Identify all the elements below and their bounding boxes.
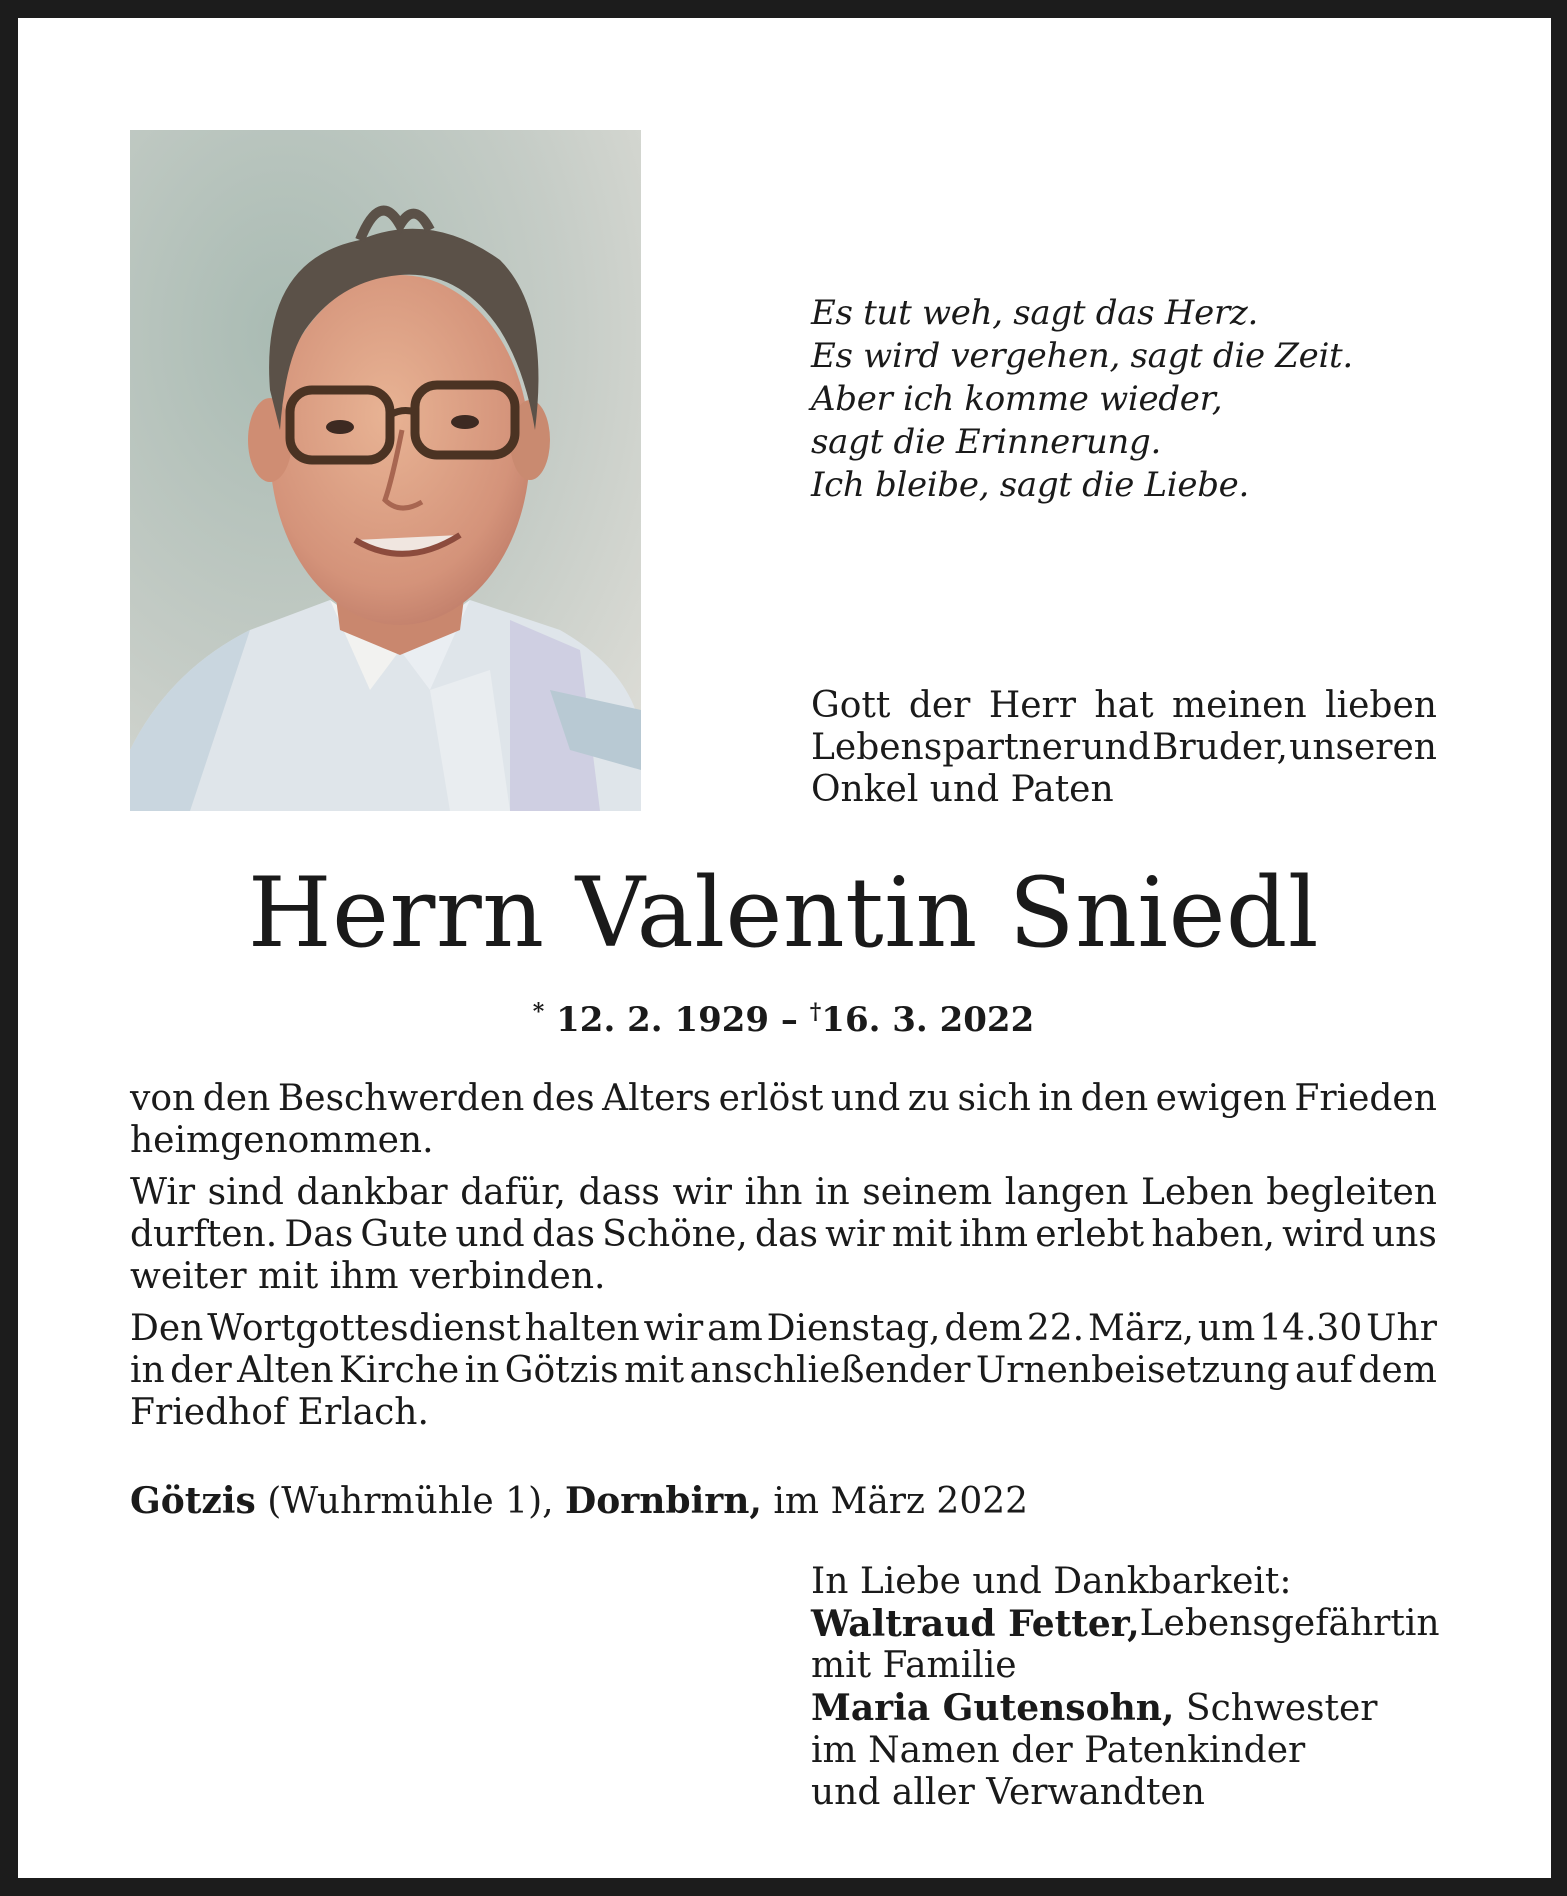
- closing-signatures: [811, 1561, 1440, 1814]
- word: den: [202, 1078, 271, 1119]
- word: dem: [944, 1308, 1023, 1349]
- word: ewigen: [1155, 1078, 1287, 1119]
- word: Bruder,: [1152, 727, 1288, 768]
- word: und: [455, 1214, 525, 1255]
- word: 22.: [1026, 1308, 1085, 1349]
- word: wird: [1282, 1214, 1365, 1255]
- body-line: heimgenommen.: [130, 1120, 434, 1161]
- town-dornbirn: Dornbirn,: [565, 1480, 762, 1522]
- word: anschließender: [689, 1350, 971, 1391]
- word: wir: [672, 1172, 733, 1213]
- word: das: [754, 1214, 818, 1255]
- body-paragraph: [130, 1078, 1437, 1162]
- body-line: [130, 1172, 1437, 1214]
- word: den: [1080, 1078, 1149, 1119]
- word: Wir: [130, 1172, 196, 1213]
- intro-line-1: [811, 685, 1437, 727]
- word: in: [130, 1350, 165, 1391]
- word: Götzis: [504, 1350, 619, 1391]
- word: mit: [891, 1214, 953, 1255]
- word: dankbar: [296, 1172, 448, 1213]
- word: Dienstag,: [766, 1308, 941, 1349]
- poem-line: Es wird vergehen, sagt die Zeit.: [811, 336, 1353, 376]
- word: uns: [1371, 1214, 1437, 1255]
- mourner-2-role: Schwester: [1185, 1688, 1378, 1729]
- word: Beschwerden: [277, 1078, 525, 1119]
- word: Den: [130, 1308, 204, 1349]
- word: von: [130, 1078, 196, 1119]
- word: sich: [957, 1078, 1031, 1119]
- body-line: [130, 1078, 1437, 1120]
- word: halten: [524, 1308, 640, 1349]
- date-separator: –: [780, 1000, 798, 1040]
- word: um: [1197, 1308, 1256, 1349]
- town-goetzis: Götzis: [130, 1480, 256, 1522]
- publication-date: im März 2022: [773, 1481, 1029, 1522]
- word: Alten: [237, 1350, 334, 1391]
- word: Lebenspartner: [811, 727, 1081, 768]
- word: März,: [1088, 1308, 1194, 1349]
- word: dafür,: [460, 1172, 566, 1213]
- poem-line: sagt die Erinnerung.: [811, 422, 1162, 462]
- poem-line: Ich bleibe, sagt die Liebe.: [811, 465, 1250, 505]
- word: begleiten: [1266, 1172, 1437, 1213]
- birth-symbol: *: [532, 999, 545, 1025]
- word: Kirche: [338, 1350, 460, 1391]
- body-paragraph: [130, 1308, 1437, 1434]
- word: mit: [624, 1350, 685, 1391]
- word: lieben: [1325, 685, 1437, 726]
- word: zu: [907, 1078, 950, 1119]
- word: und: [830, 1078, 901, 1119]
- mourner-1: [811, 1603, 1440, 1645]
- word: Leben: [1140, 1172, 1254, 1213]
- word: Gute: [360, 1214, 449, 1255]
- body-paragraph: [130, 1172, 1437, 1298]
- word: dass: [578, 1172, 660, 1213]
- word: Frieden: [1294, 1078, 1437, 1119]
- word: ihm: [959, 1214, 1029, 1255]
- address: (Wuhrmühle 1),: [267, 1481, 554, 1522]
- place-date-line: [130, 1480, 1028, 1523]
- word: Gott: [811, 685, 891, 726]
- word: in: [1038, 1078, 1074, 1119]
- word: am: [707, 1308, 763, 1349]
- word: Herr: [988, 685, 1076, 726]
- word: Alters: [602, 1078, 712, 1119]
- word: erlöst: [718, 1078, 824, 1119]
- closing-line-a: im Namen der Patenkinder: [811, 1730, 1306, 1771]
- word: in: [464, 1350, 500, 1391]
- word: Urnenbeisetzung: [975, 1350, 1290, 1391]
- word: dem: [1358, 1350, 1437, 1391]
- word: in: [815, 1172, 850, 1213]
- word: ihn: [744, 1172, 803, 1213]
- word: der: [170, 1350, 232, 1391]
- poem-line: Es tut weh, sagt das Herz.: [811, 293, 1259, 333]
- death-date: 16. 3. 2022: [821, 1000, 1035, 1040]
- body-line: Friedhof Erlach.: [130, 1392, 429, 1433]
- life-dates: [0, 992, 1567, 1040]
- mourner-2-name: Maria Gutensohn,: [811, 1687, 1175, 1729]
- word: des: [531, 1078, 595, 1119]
- word: das: [531, 1214, 595, 1255]
- mourner-1-role: Lebensgefährtin: [1139, 1603, 1440, 1644]
- mourner-1-extra: mit Familie: [811, 1645, 1017, 1686]
- word: erlebt: [1035, 1214, 1145, 1255]
- poem: [811, 292, 1353, 507]
- word: und: [1081, 727, 1151, 768]
- word: haben,: [1151, 1214, 1275, 1255]
- word: Schöne,: [602, 1214, 748, 1255]
- intro-text: [811, 685, 1437, 811]
- word: durften.: [130, 1214, 278, 1255]
- closing-intro: In Liebe und Dankbarkeit:: [811, 1561, 1292, 1602]
- intro-line-2: [811, 727, 1437, 769]
- word: sind: [207, 1172, 284, 1213]
- body-line: [130, 1308, 1437, 1350]
- body-line: weiter mit ihm verbinden.: [130, 1256, 606, 1297]
- poem-line: Aber ich komme wieder,: [811, 379, 1223, 419]
- body-line: [130, 1350, 1437, 1392]
- body-text: [130, 1078, 1437, 1444]
- word: seinem: [862, 1172, 993, 1213]
- closing-line-b: und aller Verwandten: [811, 1772, 1205, 1813]
- death-symbol: †: [809, 999, 822, 1025]
- word: Wortgottesdienst: [207, 1308, 521, 1349]
- intro-line-3: Onkel und Paten: [811, 769, 1114, 810]
- word: auf: [1294, 1350, 1353, 1391]
- word: langen: [1004, 1172, 1129, 1213]
- birth-date: 12. 2. 1929: [556, 1000, 770, 1040]
- mourner-2: [811, 1687, 1437, 1730]
- word: Das: [284, 1214, 354, 1255]
- word: 14.30: [1259, 1308, 1363, 1349]
- word: unseren: [1289, 727, 1437, 768]
- word: hat: [1094, 685, 1154, 726]
- body-line: [130, 1214, 1437, 1256]
- word: meinen: [1172, 685, 1307, 726]
- word: der: [908, 685, 971, 726]
- word: wir: [825, 1214, 885, 1255]
- mourner-1-name: Waltraud Fetter,: [811, 1603, 1140, 1645]
- word: wir: [643, 1308, 704, 1349]
- word: Uhr: [1366, 1308, 1437, 1349]
- portrait-illustration: [130, 130, 641, 811]
- deceased-name: Herrn Valentin Sniedl: [247, 857, 1320, 969]
- portrait-photo: [130, 130, 641, 811]
